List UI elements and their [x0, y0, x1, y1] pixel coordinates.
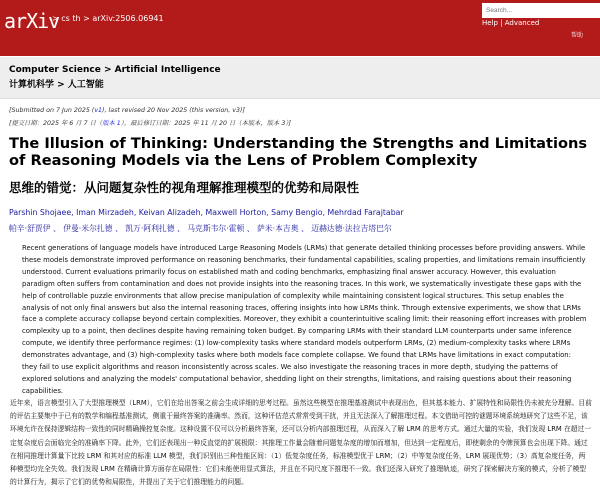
subject-bar [0, 57, 600, 99]
breadcrumb[interactable]: > cs th > arXiv:2506.06941 [52, 14, 164, 23]
abstract: Recent generations of language models have introduced Large Reasoning Models (LRMs) that generate detailed thinking processes before providing answers. While these models demonstrate improved performance on reasoning benchmarks, their fundamental capabilities, scaling properties, and limitations remain insufficiently understood. Current evaluations primarily focus on established math and coding benchmarks, emphasizing final answer accuracy. However, this evaluation paradigm often suffers from contamination and does not provide insights into the reasoning traces. In this work, we systematically investigate these gaps with the help of controllable puzzle environments that allow precise manipulation of complexity while maintaining consistent logical structures. This setup enables the analysis of not only final answers but also the internal reasoning traces, offering insights into how LRMs think. Through extensive experiments, we show that LRMs face a complete accuracy collapse beyond certain complexities. Moreover, they exhibit a counterintuitive scaling limit: their reasoning effort increases with problem complexity up to a point, then declines despite having remaining token budget. By comparing LRMs with their standard LLM counterparts under same inference compute, we identify three performance regimes: (1) low-complexity tasks where standard models outperform LRMs, (2) medium-complexity tasks where LRMs demonstrates advantage, and (3) high-complexity tasks where both models face complete collapse. We found that LRMs have limitations in exact computation: they fail to use explicit algorithms and reason inconsistently across scales. We also investigate the reasoning traces in more depth, studying the patterns of explored solutions and analyzing the models' computational behavior, shedding light on their strengths, limitations, and raising questions about their reasoning capabilities. [22, 244, 587, 395]
authors-en[interactable]: Parshin Shojaee, Iman Mirzadeh, Keivan Alizadeh, Maxwell Horton, Samy Bengio, Mehrdad Farajtabar [9, 208, 404, 217]
paper-title: The Illusion of Thinking: Understanding the Strengths and Limitations of Reasoning Models via the Lens of Problem Complexity [9, 135, 588, 169]
submitted-post: ), last revised 20 Nov 2025 (this version, v3)] [102, 107, 245, 114]
help-link-cn[interactable]: 帮助 [571, 32, 584, 39]
authors [9, 205, 404, 237]
authors-cn[interactable]: 帕辛·舒贾伊 、 伊曼·米尔扎德 、 凯万·阿利扎德 、 马克斯韦尔·霍顿 、 萨米·本吉奥 、 迈赫达德·法拉吉塔巴尔 [9, 224, 392, 233]
search-input[interactable] [482, 3, 600, 18]
submission-info [9, 104, 291, 130]
submitted-pre: [Submitted on 7 Jun 2025 ( [9, 107, 95, 114]
abstract-cn: 近年来，语言模型引入了大型推理模型（LRM），它们在给出答案之前会生成详细的思考过程。虽然这些模型在推理基准测试中表现出色，但其基本能力、扩展特性和局限性仍未被充分理解。目前的评估主要集中于已有的数学和编程基准测试，侧重于最终答案的准确率。然而，这种评估范式常常受到干扰，并且无法深入了解推理过程。本文借助可控的谜题环境系统地研究了这些不足，该环境允许在保持逻辑结构一致性的同时精确操控复杂度。这种设置不仅可以分析最终答案，还可以分析内部推理过程，从而深入了解 LRM 的思考方式。通过大量的实验，我们发现 LRM 在超过一定复杂度后会面临完全的准确率下降。此外，它们还表现出一种反直觉的扩展极限：其推理工作量会随着问题复杂度的增加而增加，但达到一定程度后，即使剩余的令牌预算也会出现下降。通过在相同推理计算量下比较 LRM 和其对应的标准 LLM 模型，我们识别出三种性能区间：（1）低复杂度任务，标准模型优于 LRM；（2）中等复杂度任务，LRM 展现优势；（3）高复杂度任务，两种模型均完全失效。我们发现 LRM 在精确计算方面存在局限性：它们未能使用显式算法，并且在不同尺度下推理不一致。我们还深入研究了推理轨迹，研究了探索解决方案的模式，分析了模型的计算行为，揭示了它们的优势和局限性，并提出了关于它们推理能力的问题。 [10, 399, 592, 487]
submitted-cn-post: ），最后修订日期：2025 年 11 月 20 日（本版本，版本 3）] [120, 120, 291, 127]
arxiv-logo[interactable]: arXiv [4, 9, 60, 33]
v1-link[interactable]: v1 [94, 107, 103, 114]
v1-link-cn[interactable]: 版本 1 [102, 120, 121, 127]
subject-cn[interactable]: 计算机科学 > 人工智能 [9, 80, 104, 90]
help-advanced-links[interactable]: Help | Advanced [482, 19, 540, 27]
subject-en[interactable]: Computer Science > Artificial Intelligence [9, 65, 221, 75]
submitted-cn-pre: [提交日期：2025 年 6 月 7 日（ [9, 120, 103, 127]
paper-title-cn: 思维的错觉：从问题复杂性的视角理解推理模型的优势和局限性 [9, 180, 360, 195]
site-header [0, 0, 600, 56]
